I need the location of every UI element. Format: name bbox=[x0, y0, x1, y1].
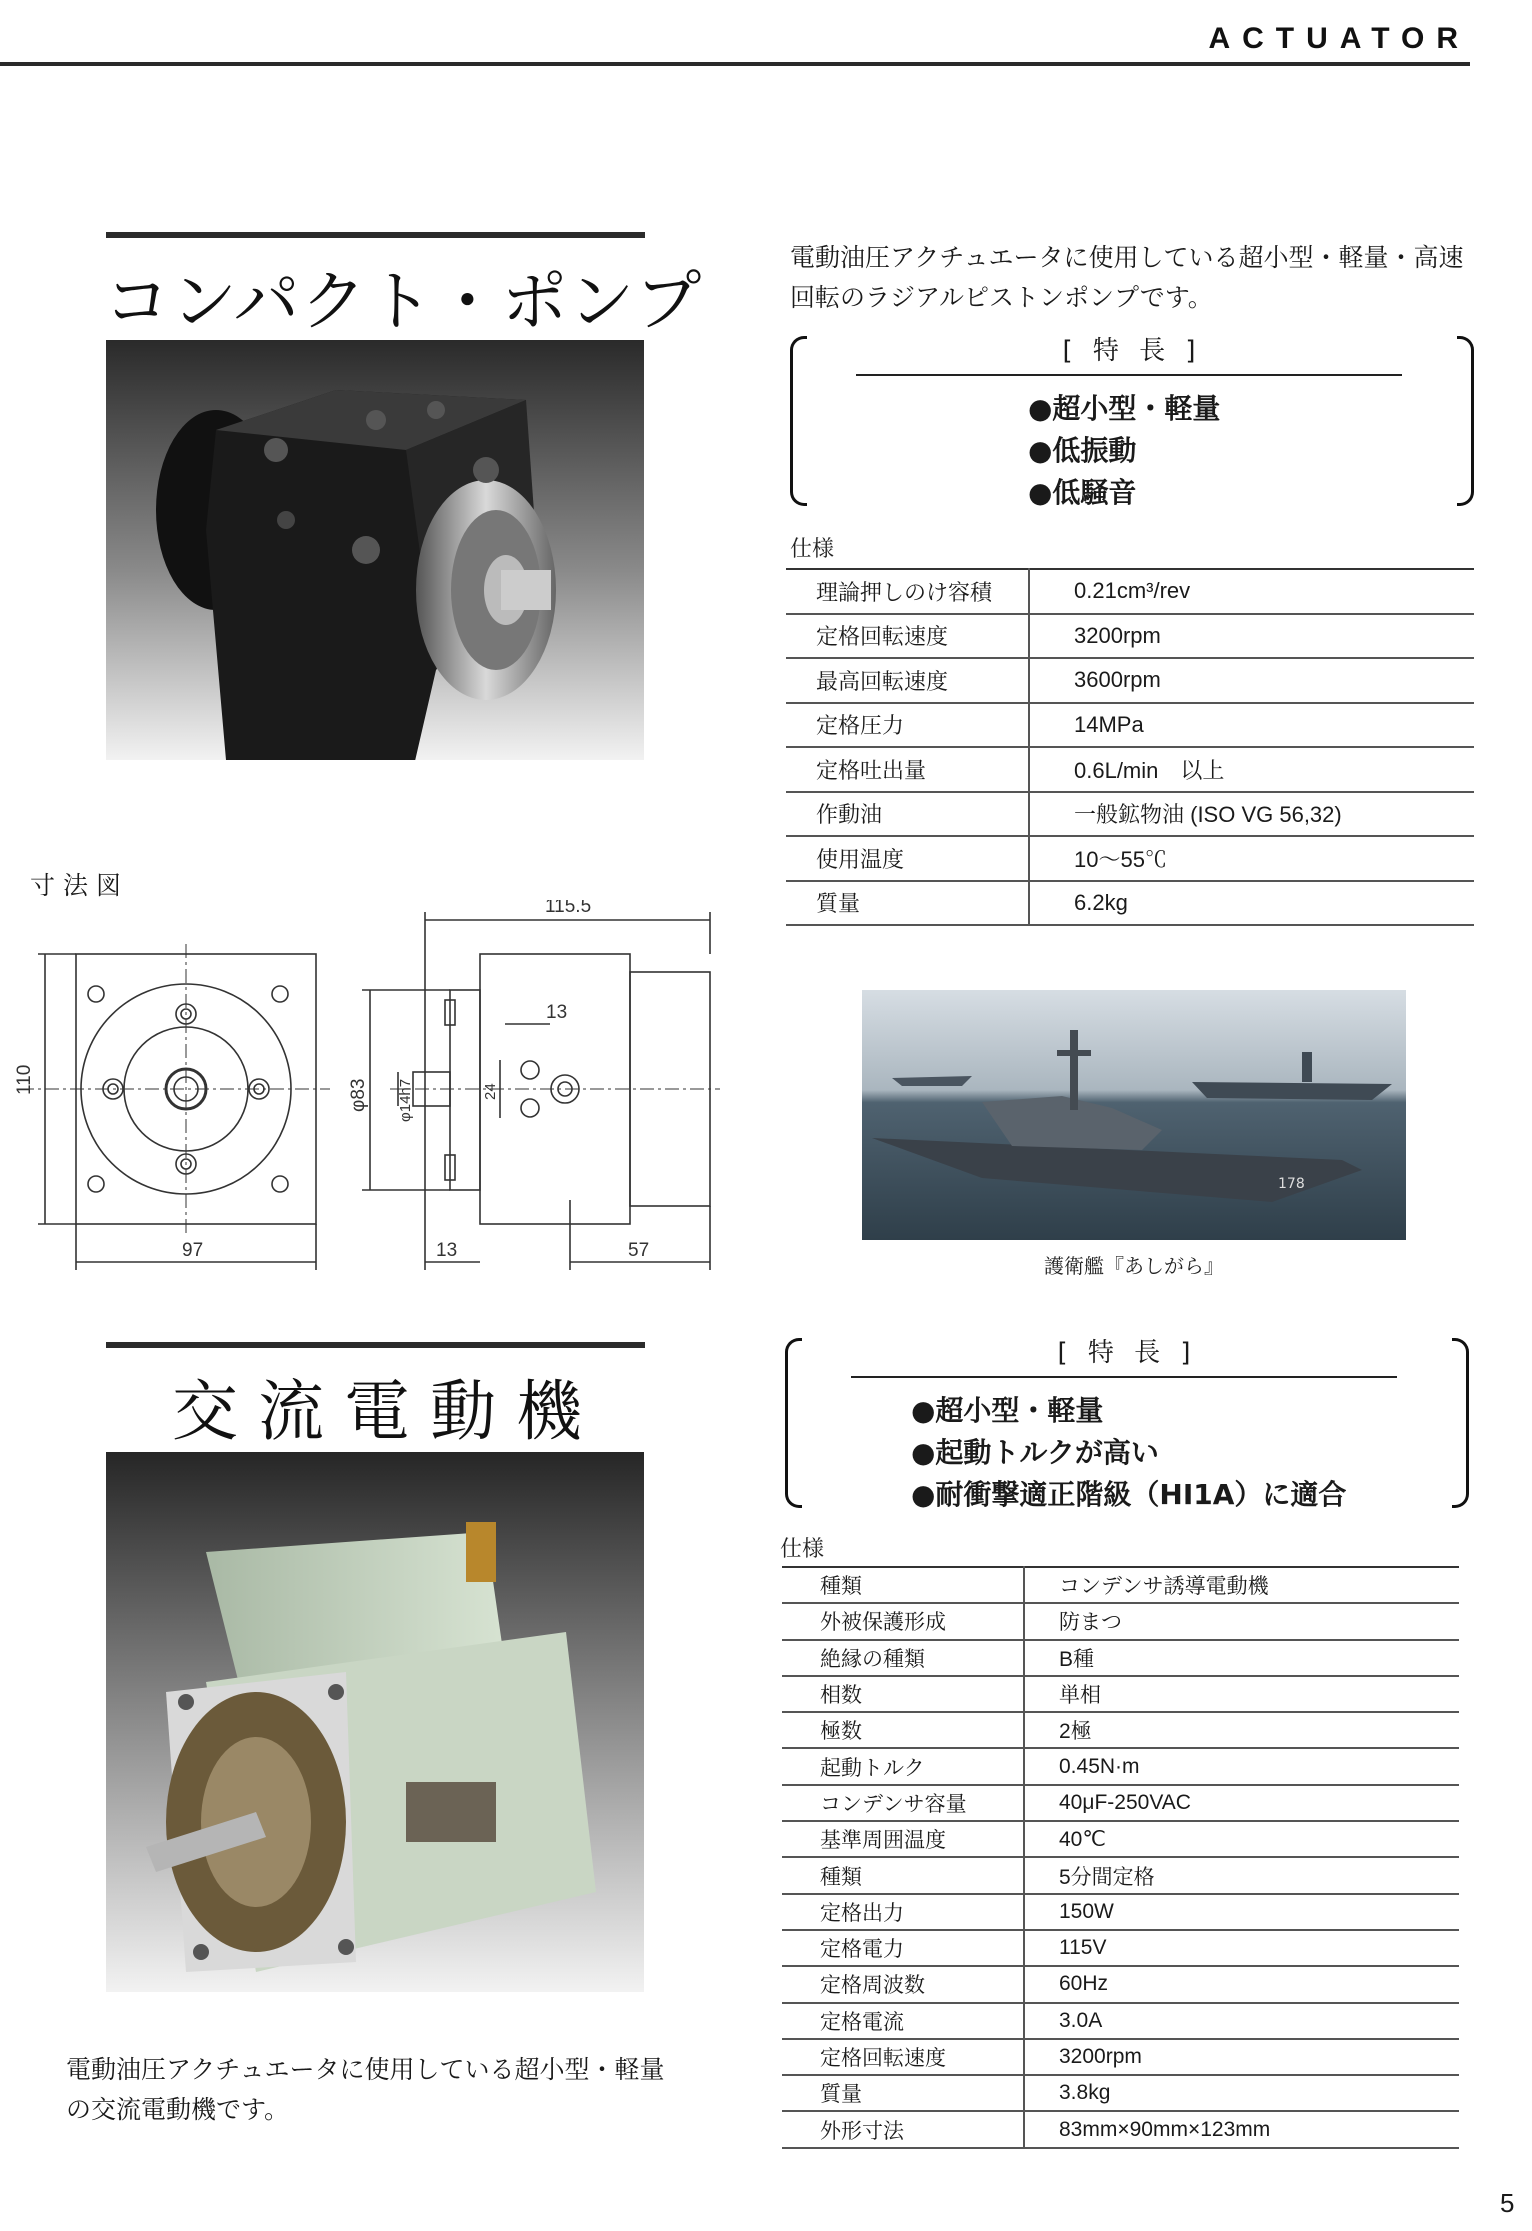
pump-features-box bbox=[790, 336, 1474, 509]
dim-length-115-5: 115.5 bbox=[545, 900, 592, 917]
table-row: 種類 5分間定格 bbox=[782, 1857, 1459, 1893]
dimension-drawing-label: 寸法図 bbox=[30, 871, 130, 900]
table-row: 質量 3.8kg bbox=[782, 2075, 1459, 2111]
ship-hull-number: 178 bbox=[1278, 1176, 1305, 1192]
motor-spec-table bbox=[782, 1566, 1459, 2149]
pump-title-rule bbox=[106, 232, 645, 238]
pump-spec-label: 仕様 bbox=[790, 537, 835, 562]
table-row: 最高回転速度 3600rpm bbox=[786, 658, 1474, 703]
dim-body-57: 57 bbox=[628, 1240, 650, 1261]
motor-features-list bbox=[911, 1390, 1346, 1516]
pump-features-heading: [ 特 長 ] bbox=[1062, 336, 1202, 366]
dim-port-24: 24 bbox=[482, 1083, 499, 1100]
feature-item: ●低振動 bbox=[1028, 434, 1137, 467]
table-row: 質量 6.2kg bbox=[786, 881, 1474, 926]
table-row: 定格回転速度 3200rpm bbox=[786, 614, 1474, 659]
table-row: 理論押しのけ容積 0.21cm³/rev bbox=[786, 569, 1474, 614]
motor-title: 交流電動機 bbox=[172, 1373, 602, 1450]
header-rule bbox=[0, 62, 1470, 66]
table-row: 定格圧力 14MPa bbox=[786, 703, 1474, 748]
dim-port-13: 13 bbox=[546, 1002, 568, 1023]
feature-item: ●起動トルクが高い bbox=[911, 1436, 1159, 1469]
ship-caption: 護衛艦『あしがら』 bbox=[1044, 1254, 1224, 1278]
table-row: 起動トルク 0.45N·m bbox=[782, 1748, 1459, 1784]
table-row: 相数 単相 bbox=[782, 1676, 1459, 1712]
header-label: ACTUATOR bbox=[1208, 22, 1470, 55]
motor-title-rule bbox=[106, 1342, 645, 1348]
motor-features-heading: [ 特 長 ] bbox=[1057, 1338, 1197, 1368]
dim-flange-13: 13 bbox=[436, 1240, 458, 1261]
feature-item: ●耐衝撃適正階級（HI1A）に適合 bbox=[911, 1478, 1347, 1511]
dim-height-110: 110 bbox=[14, 1064, 35, 1095]
table-row: 極数 2極 bbox=[782, 1712, 1459, 1748]
table-row: 使用温度 10～55℃ bbox=[786, 836, 1474, 881]
page-number: 5 bbox=[1500, 2188, 1515, 2218]
pump-spec-table bbox=[786, 568, 1474, 926]
table-row: 作動油 一般鉱物油 (ISO VG 56,32) bbox=[786, 792, 1474, 837]
table-row: 基準周囲温度 40℃ bbox=[782, 1821, 1459, 1857]
motor-features-rule bbox=[851, 1376, 1397, 1378]
table-row: 定格出力 150W bbox=[782, 1894, 1459, 1930]
feature-item: ●超小型・軽量 bbox=[911, 1394, 1104, 1427]
dim-dia-83: φ83 bbox=[348, 1078, 369, 1112]
table-row: 絶縁の種類 B種 bbox=[782, 1640, 1459, 1676]
table-row: 定格吐出量 0.6L/min 以上 bbox=[786, 747, 1474, 792]
table-row: 定格回転速度 3200rpm bbox=[782, 2039, 1459, 2075]
table-row: 外被保護形成 防まつ bbox=[782, 1603, 1459, 1639]
motor-description: 電動油圧アクチュエータに使用している超小型・軽量の交流電動機です。 bbox=[66, 2055, 665, 2124]
pump-photo bbox=[106, 340, 644, 760]
dim-shaft-14h7: φ14h7 bbox=[397, 1078, 414, 1122]
motor-spec-label: 仕様 bbox=[780, 1537, 825, 1562]
pump-title: コンパクト・ポンプ bbox=[104, 263, 703, 340]
motor-features-box bbox=[785, 1338, 1469, 1511]
dim-width-97: 97 bbox=[182, 1240, 204, 1261]
pump-features-list bbox=[1028, 388, 1220, 514]
table-row: 定格周波数 60Hz bbox=[782, 1966, 1459, 2002]
table-row: 種類 コンデンサ誘導電動機 bbox=[782, 1567, 1459, 1603]
motor-photo bbox=[106, 1452, 644, 1992]
pump-features-rule bbox=[856, 374, 1402, 376]
table-row: 定格電力 115V bbox=[782, 1930, 1459, 1966]
pump-description: 電動油圧アクチュエータに使用している超小型・軽量・高速回転のラジアルピストンポンプです。 bbox=[790, 243, 1464, 312]
dimension-drawing bbox=[10, 900, 730, 1280]
table-row: 定格電流 3.0A bbox=[782, 2003, 1459, 2039]
feature-item: ●超小型・軽量 bbox=[1028, 392, 1221, 425]
feature-item: ●低騒音 bbox=[1028, 476, 1137, 509]
table-row: 外形寸法 83mm×90mm×123mm bbox=[782, 2111, 1459, 2147]
table-row: コンデンサ容量 40μF-250VAC bbox=[782, 1785, 1459, 1821]
ship-photo bbox=[862, 990, 1406, 1240]
